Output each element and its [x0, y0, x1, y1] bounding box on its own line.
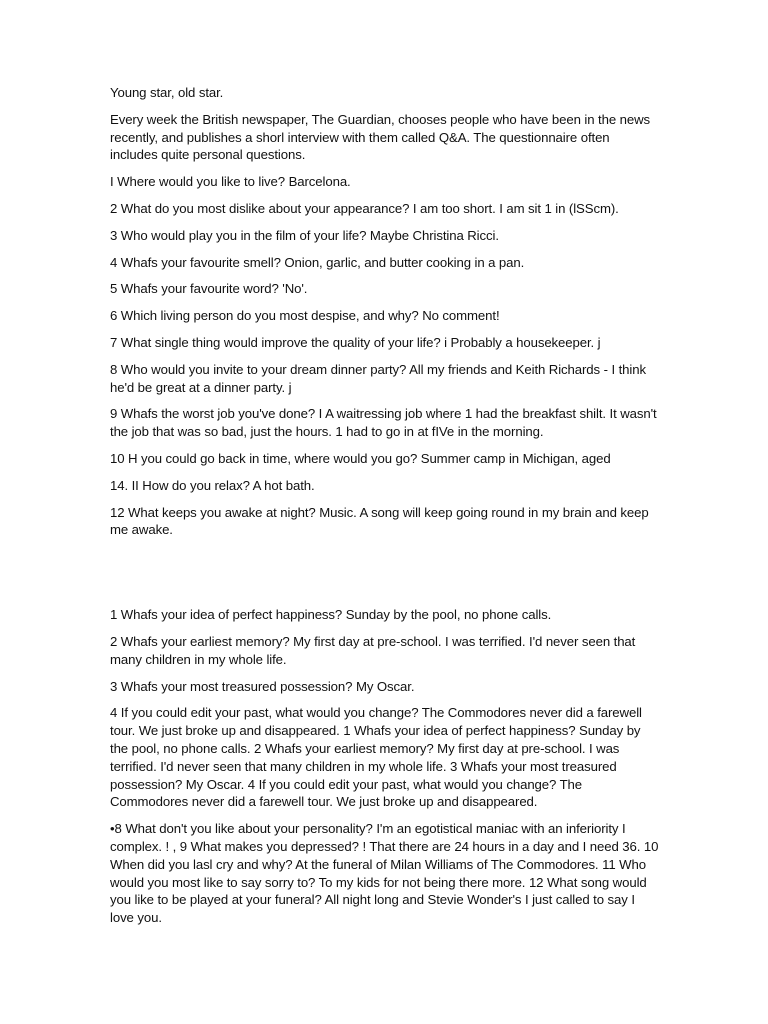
qa-item: 4 If you could edit your past, what would you change? The Commodores never did a farewell tour. We just broke up and disappeared. 1 Whafs your idea of perfect happiness? Sunday by the pool, no phone calls. 2 Whafs your earliest memory? My first day at pre-school. I was terrified. I'd never seen that many children in my whole life. 3 Whafs your most treasured possession? My Oscar. 4 If you could edit your past, what would you change? The Commodores never did a farewell tour. We just broke up and disappeared. — [110, 705, 642, 810]
qa-item: 10 H you could go back in time, where would you go? Summer camp in Michigan, aged — [110, 450, 611, 466]
intro-paragraph: Every week the British newspaper, The Guardian, chooses people who have been in the news recently, and publishes a shorl interview with them called Q&A. The questionnaire often includes quite personal questions. — [110, 111, 651, 163]
qa-item: 8 Who would you invite to your dream dinner party? All my friends and Keith Richards - I think he'd be great at a dinner party. j — [110, 361, 646, 395]
section-gap — [110, 548, 768, 606]
qa-item: I Where would you like to live? Barcelona. — [110, 174, 351, 190]
qa-item: 2 Whafs your earliest memory? My first day at pre-school. I was terrified. I'd never seen that many children in my whole life. — [110, 633, 636, 667]
document-title: Young star, old star. — [110, 85, 224, 100]
qa-item: 1 Whafs your idea of perfect happiness? Sunday by the pool, no phone calls. — [110, 607, 552, 623]
qa-item: 7 What single thing would improve the quality of your life? i Probably a housekeeper. j — [110, 334, 601, 350]
qa-item: 2 What do you most dislike about your appearance? I am too short. I am sit 1 in (lSScm). — [110, 200, 619, 216]
qa-item: •8 What don't you like about your personality? I'm an egotistical maniac with an inferiority I complex. ! , 9 What makes you depressed? ! That there are 24 hours in a day and I need 36. 10 When did you lasl cry and why? At the funeral of Milan Williams of The Commodores. 11 Who would you most like to say sorry to? To my kids for not being there more. 12 What song would you like to be played at your funeral? All night long and Stevie Wonder's I just called to say I love you. — [110, 821, 659, 926]
qa-item: 9 Whafs the worst job you've done? I A waitressing job where 1 had the breakfast shilt. It wasn't the job that was so bad, just the hours. 1 had to go in at fIVe in the morning. — [110, 406, 657, 440]
qa-item: 14. II How do you relax? A hot bath. — [110, 477, 315, 493]
qa-item: 6 Which living person do you most despise, and why? No comment! — [110, 308, 500, 324]
qa-item: 4 Whafs your favourite smell? Onion, garlic, and butter cooking in a pan. — [110, 254, 525, 270]
interview-section-1 — [110, 173, 768, 539]
qa-item: 5 Whafs your favourite word? 'No'. — [110, 281, 308, 297]
qa-item: 3 Whafs your most treasured possession? My Oscar. — [110, 678, 415, 694]
interview-section-2 — [110, 606, 768, 927]
qa-item: 12 What keeps you awake at night? Music. A song will keep going round in my brain and keep me awake. — [110, 504, 649, 538]
qa-item: 3 Who would play you in the film of your life? Maybe Christina Ricci. — [110, 227, 499, 243]
